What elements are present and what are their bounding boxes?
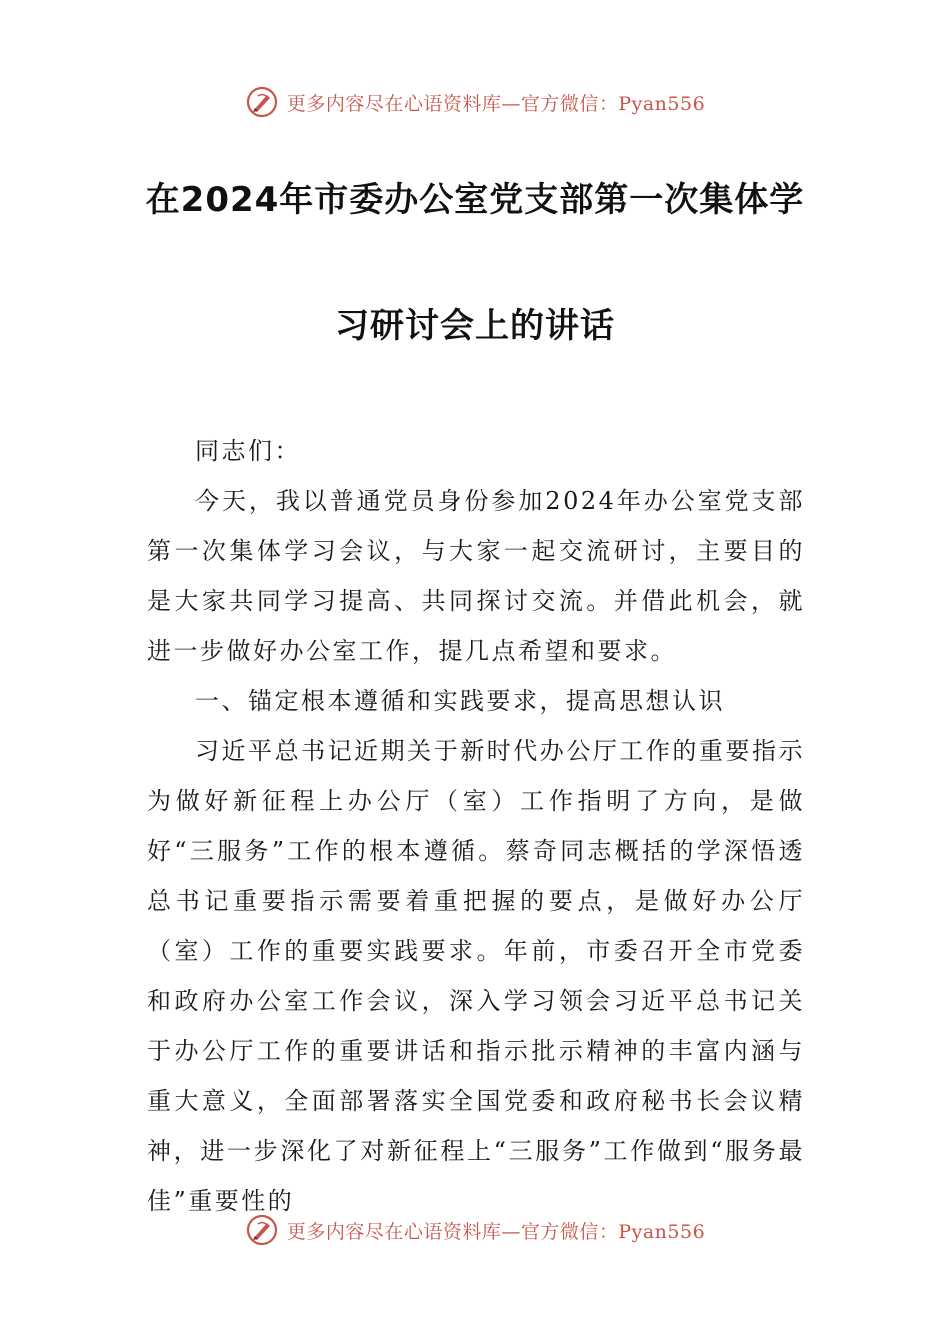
document-body <box>147 426 805 1226</box>
watermark-text: 更多内容尽在心语资料库—官方微信：Pyan556 <box>286 1220 706 1243</box>
document-title-line-2: 习研讨会上的讲话 <box>335 306 615 346</box>
pen-circle-logo-icon <box>245 1213 279 1247</box>
watermark-text: 更多内容尽在心语资料库—官方微信：Pyan556 <box>286 92 706 115</box>
pen-circle-logo-icon <box>245 85 279 119</box>
salutation: 同志们： <box>195 437 301 465</box>
paragraph-intro: 今天，我以普通党员身份参加2024年办公室党支部第一次集体学习会议，与大家一起交流研讨，主要目的是大家共同学习提高、共同探讨交流。并借此机会，就进一步做好办公室工作，提几点希望和要求。 <box>147 487 805 665</box>
footer-watermark <box>0 1210 950 1250</box>
header-watermark <box>0 82 950 122</box>
section-heading-1: 一、锚定根本遵循和实践要求，提高思想认识 <box>195 687 725 715</box>
document-title-line-1: 在2024年市委办公室党支部第一次集体学 <box>145 180 805 220</box>
paragraph-section-1: 习近平总书记近期关于新时代办公厅工作的重要指示为做好新征程上办公厅（室）工作指明了方向，是做好“三服务”工作的根本遵循。蔡奇同志概括的学深悟透总书记重要指示需要着重把握的要点，是做好办公厅（室）工作的重要实践要求。年前，市委召开全市党委和政府办公室工作会议，深入学习领会习近平总书记关于办公厅工作的重要讲话和指示批示精神的丰富内涵与重大意义，全面部署落实全国党委和政府秘书长会议精神，进一步深化了对新征程上“三服务”工作做到“服务最佳”重要性的 <box>147 737 805 1215</box>
